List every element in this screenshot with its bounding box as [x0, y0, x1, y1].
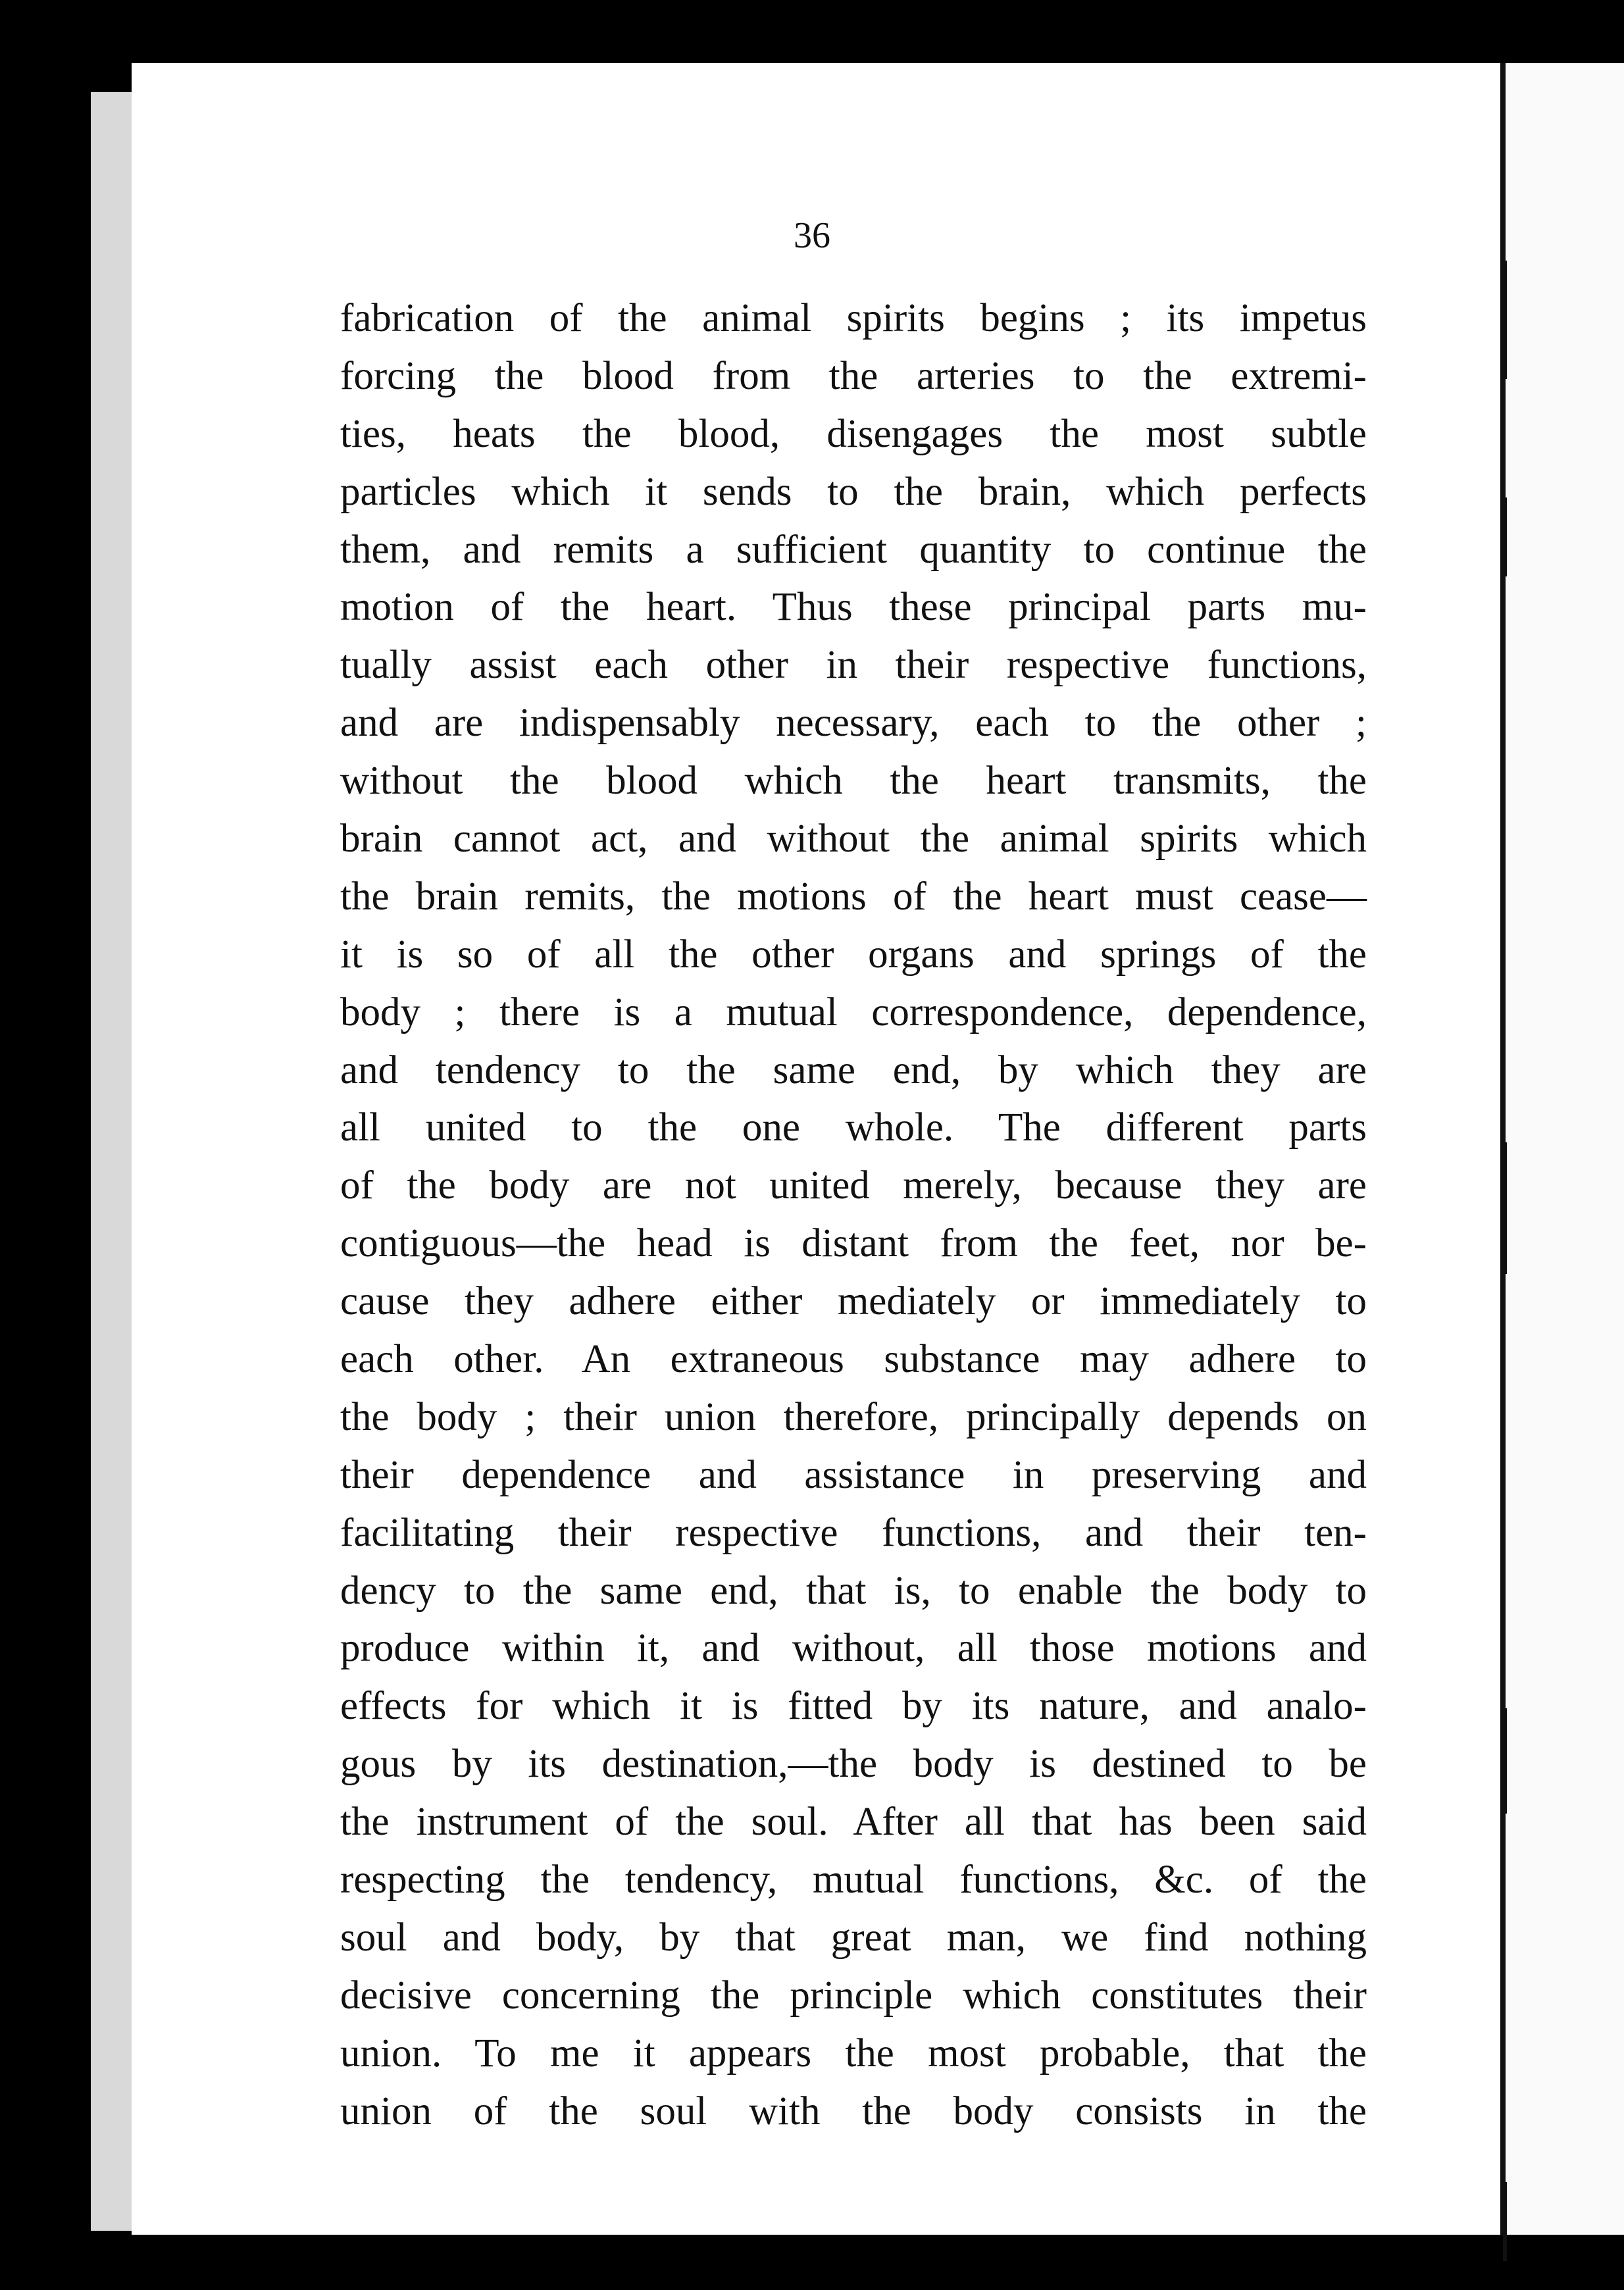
text-line: soul and body, by that great man, we find nothing	[340, 1915, 1367, 1960]
text-line: the body ; their union therefore, principally depends on	[340, 1394, 1367, 1439]
text-line: their dependence and assistance in preserving and	[340, 1452, 1367, 1497]
text-line: motion of the heart. Thus these principal parts mu-	[340, 585, 1367, 630]
edge-mark	[1503, 2182, 1507, 2261]
text-line: produce within it, and without, all those motions and	[340, 1626, 1367, 1671]
text-line: dency to the same end, that is, to enable the body to	[340, 1568, 1367, 1613]
text-line: the instrument of the soul. After all that has been said	[340, 1800, 1367, 1845]
text-line: all united to the one whole. The different parts	[340, 1106, 1367, 1150]
text-line: the brain remits, the motions of the heart must cease—	[340, 874, 1367, 919]
edge-mark	[1503, 497, 1507, 576]
text-line: cause they adhere either mediately or immediately to	[340, 1279, 1367, 1324]
text-line: forcing the blood from the arteries to the extremi-	[340, 353, 1367, 398]
edge-mark	[1503, 1142, 1507, 1274]
text-line: brain cannot act, and without the animal spirits which	[340, 817, 1367, 861]
edge-mark	[1503, 1708, 1507, 1814]
text-line: without the blood which the heart transmits, the	[340, 759, 1367, 803]
text-line: it is so of all the other organs and springs of the	[340, 932, 1367, 977]
edge-mark	[1503, 261, 1507, 379]
text-line: union of the soul with the body consists in the	[340, 2089, 1367, 2133]
text-line: facilitating their respective functions, and their ten-	[340, 1510, 1367, 1555]
body-text	[340, 290, 1367, 2141]
page-edge-right	[1500, 63, 1624, 2235]
text-line: respecting the tendency, mutual functions, &c. of the	[340, 1858, 1367, 1902]
text-line: contiguous—the head is distant from the feet, nor be-	[340, 1221, 1367, 1266]
text-line: body ; there is a mutual correspondence, dependence,	[340, 990, 1367, 1034]
text-line: each other. An extraneous substance may adhere to	[340, 1337, 1367, 1382]
text-line: and tendency to the same end, by which they are	[340, 1048, 1367, 1092]
text-line: and are indispensably necessary, each to the other ;	[340, 701, 1367, 746]
text-line: them, and remits a sufficient quantity to continue the	[340, 527, 1367, 572]
text-line: particles which it sends to the brain, which perfects	[340, 469, 1367, 514]
text-line: union. To me it appears the most probable, that the	[340, 2031, 1367, 2075]
text-line: tually assist each other in their respective functions,	[340, 643, 1367, 688]
text-line: ties, heats the blood, disengages the most subtle	[340, 411, 1367, 456]
text-line: effects for which it is fitted by its nature, and analo-	[340, 1684, 1367, 1729]
text-line: gous by its destination,—the body is destined to be	[340, 1742, 1367, 1787]
page-number: 36	[794, 215, 830, 256]
text-line: fabrication of the animal spirits begins ; its impetus	[340, 296, 1367, 340]
text-line: of the body are not united merely, because they are	[340, 1163, 1367, 1208]
text-line: decisive concerning the principle which constitutes their	[340, 1973, 1367, 2018]
